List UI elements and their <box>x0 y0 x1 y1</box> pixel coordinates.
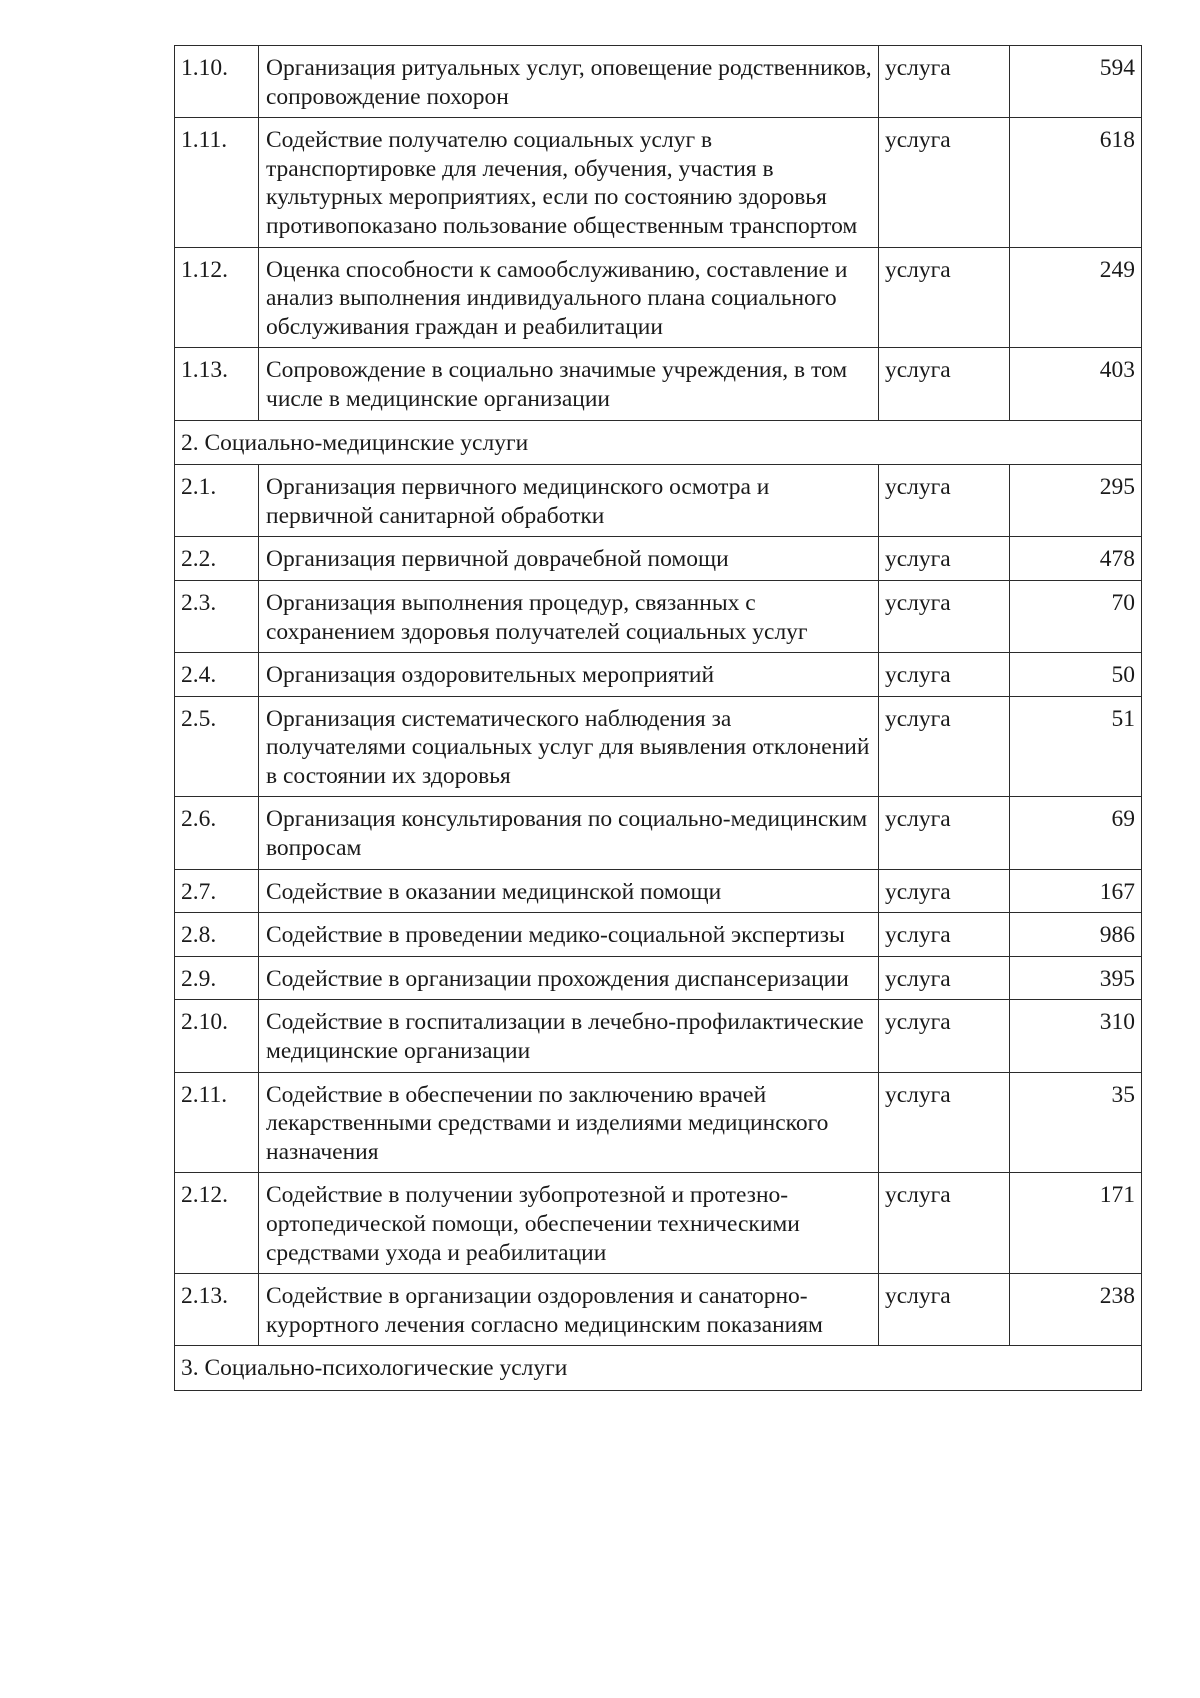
service-price: 986 <box>1010 913 1142 957</box>
service-number: 2.7. <box>175 869 259 913</box>
service-price: 594 <box>1010 46 1142 118</box>
service-number: 2.5. <box>175 696 259 797</box>
service-row <box>175 580 1142 652</box>
service-unit: услуга <box>879 348 1010 420</box>
service-number: 1.10. <box>175 46 259 118</box>
services-table <box>174 45 1142 1391</box>
service-number: 2.10. <box>175 1000 259 1072</box>
service-row <box>175 1072 1142 1173</box>
service-unit: услуга <box>879 1274 1010 1346</box>
service-price: 403 <box>1010 348 1142 420</box>
service-unit: услуга <box>879 1000 1010 1072</box>
service-row <box>175 1000 1142 1072</box>
service-price: 50 <box>1010 653 1142 697</box>
service-name: Содействие в проведении медико-социальной экспертизы <box>259 913 879 957</box>
service-price: 249 <box>1010 247 1142 348</box>
service-price: 35 <box>1010 1072 1142 1173</box>
service-price: 171 <box>1010 1173 1142 1274</box>
service-name: Сопровождение в социально значимые учреждения, в том числе в медицинские организации <box>259 348 879 420</box>
service-price: 69 <box>1010 797 1142 869</box>
service-price: 295 <box>1010 465 1142 537</box>
service-number: 2.4. <box>175 653 259 697</box>
service-unit: услуга <box>879 869 1010 913</box>
service-price: 238 <box>1010 1274 1142 1346</box>
service-name: Содействие в обеспечении по заключению врачей лекарственными средствами и изделиями медицинского назначения <box>259 1072 879 1173</box>
service-row <box>175 537 1142 581</box>
service-name: Содействие в организации прохождения диспансеризации <box>259 956 879 1000</box>
service-number: 2.8. <box>175 913 259 957</box>
service-number: 1.12. <box>175 247 259 348</box>
service-price: 310 <box>1010 1000 1142 1072</box>
service-row <box>175 348 1142 420</box>
service-row <box>175 465 1142 537</box>
service-number: 1.13. <box>175 348 259 420</box>
service-name: Оценка способности к самообслуживанию, составление и анализ выполнения индивидуального плана социального обслуживания граждан и реабилитации <box>259 247 879 348</box>
service-name: Содействие получателю социальных услуг в транспортировке для лечения, обучения, участия в культурных мероприятиях, если по состоянию здоровья противопоказано пользование общественным транспортом <box>259 118 879 247</box>
service-name: Организация систематического наблюдения за получателями социальных услуг для выявления отклонений в состоянии их здоровья <box>259 696 879 797</box>
service-name: Содействие в получении зубопротезной и протезно-ортопедической помощи, обеспечении техническими средствами ухода и реабилитации <box>259 1173 879 1274</box>
service-unit: услуга <box>879 118 1010 247</box>
service-row <box>175 1173 1142 1274</box>
section-title: 3. Социально-психологические услуги <box>175 1346 1142 1391</box>
service-name: Организация ритуальных услуг, оповещение родственников, сопровождение похорон <box>259 46 879 118</box>
service-price: 70 <box>1010 580 1142 652</box>
service-price: 51 <box>1010 696 1142 797</box>
service-price: 478 <box>1010 537 1142 581</box>
service-unit: услуга <box>879 696 1010 797</box>
service-unit: услуга <box>879 913 1010 957</box>
service-name: Содействие в оказании медицинской помощи <box>259 869 879 913</box>
service-name: Содействие в организации оздоровления и санаторно-курортного лечения согласно медицинским показаниям <box>259 1274 879 1346</box>
service-name: Организация оздоровительных мероприятий <box>259 653 879 697</box>
service-name: Организация выполнения процедур, связанных с сохранением здоровья получателей социальных услуг <box>259 580 879 652</box>
service-number: 2.13. <box>175 1274 259 1346</box>
service-row <box>175 46 1142 118</box>
service-unit: услуга <box>879 1173 1010 1274</box>
service-number: 2.2. <box>175 537 259 581</box>
service-number: 2.9. <box>175 956 259 1000</box>
service-row <box>175 869 1142 913</box>
service-unit: услуга <box>879 1072 1010 1173</box>
service-unit: услуга <box>879 537 1010 581</box>
service-row <box>175 913 1142 957</box>
section-header-row <box>175 1346 1142 1391</box>
section-title: 2. Социально-медицинские услуги <box>175 420 1142 465</box>
service-row <box>175 247 1142 348</box>
service-name: Содействие в госпитализации в лечебно-профилактические медицинские организации <box>259 1000 879 1072</box>
service-price: 167 <box>1010 869 1142 913</box>
service-row <box>175 797 1142 869</box>
service-row <box>175 1274 1142 1346</box>
service-price: 618 <box>1010 118 1142 247</box>
service-unit: услуга <box>879 580 1010 652</box>
service-unit: услуга <box>879 797 1010 869</box>
service-number: 2.11. <box>175 1072 259 1173</box>
service-row <box>175 118 1142 247</box>
service-number: 2.6. <box>175 797 259 869</box>
service-row <box>175 956 1142 1000</box>
service-number: 1.11. <box>175 118 259 247</box>
service-number: 2.12. <box>175 1173 259 1274</box>
service-unit: услуга <box>879 465 1010 537</box>
service-price: 395 <box>1010 956 1142 1000</box>
service-row <box>175 653 1142 697</box>
service-name: Организация консультирования по социально-медицинским вопросам <box>259 797 879 869</box>
service-row <box>175 696 1142 797</box>
service-unit: услуга <box>879 956 1010 1000</box>
section-header-row <box>175 420 1142 465</box>
service-name: Организация первичной доврачебной помощи <box>259 537 879 581</box>
service-name: Организация первичного медицинского осмотра и первичной санитарной обработки <box>259 465 879 537</box>
service-unit: услуга <box>879 46 1010 118</box>
service-number: 2.1. <box>175 465 259 537</box>
service-number: 2.3. <box>175 580 259 652</box>
service-unit: услуга <box>879 247 1010 348</box>
service-unit: услуга <box>879 653 1010 697</box>
table-body <box>175 46 1142 1391</box>
